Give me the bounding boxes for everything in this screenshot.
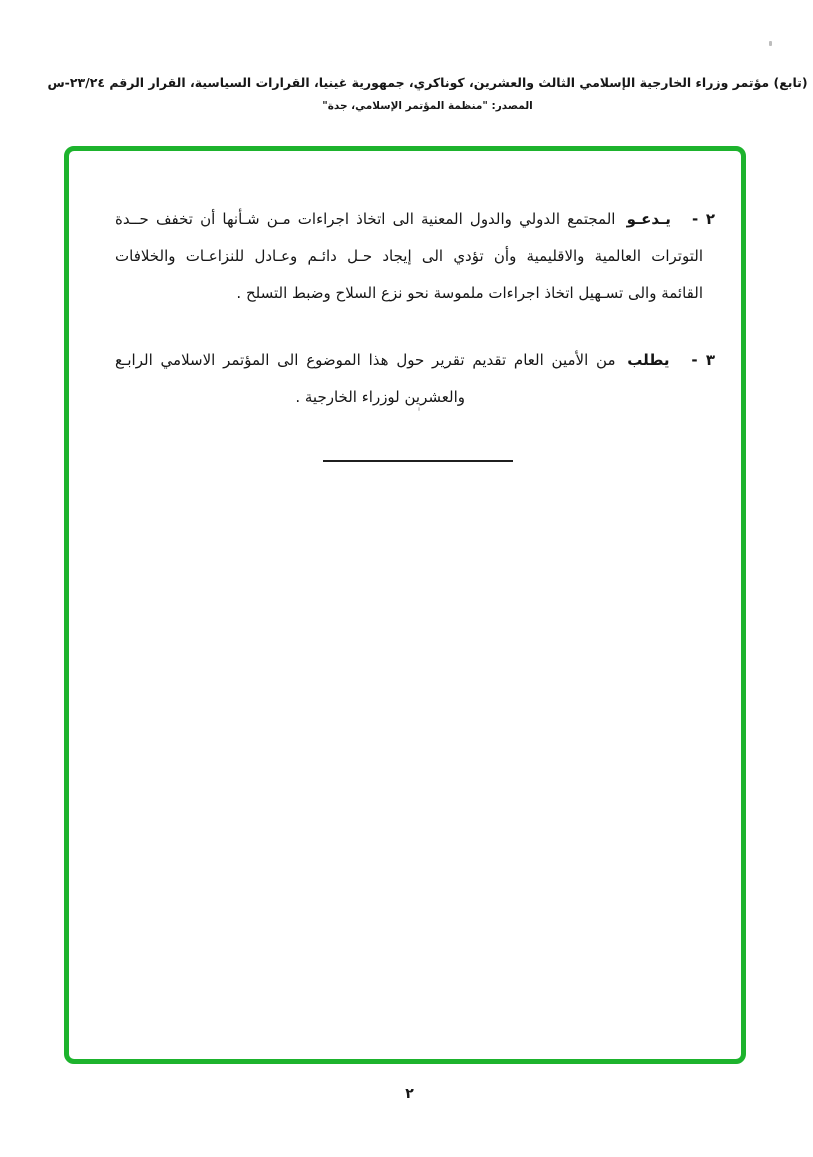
paragraph-3-line-1 bbox=[115, 342, 715, 379]
header-title-line: (تابع) مؤتمر وزراء الخارجية الإسلامي الثالث والعشرين، كوناكري، جمهورية غينيا، القرارات السياسية، القرار الرقم ٢٣/٢٤-س bbox=[47, 75, 808, 90]
item-number-3: ٣ - bbox=[691, 351, 715, 369]
paragraph-2-lead-word: يـدعـو bbox=[626, 210, 671, 228]
paragraph-2-line-2: التوترات العالمية والاقليمية وأن تؤدي الى إيجاد حـل دائـم وعـادل للنزاعـات والخلافات bbox=[115, 247, 703, 265]
header-source-line: المصدر: "منظمة المؤتمر الإسلامي، جدة" bbox=[322, 100, 533, 112]
paragraph-2-line-1 bbox=[115, 201, 715, 238]
paragraph-2-line-3: القائمة والى تسـهيل اتخاذ اجراءات ملموسة نحو نزع السلاح وضبط التسلح . bbox=[236, 284, 703, 302]
paragraph-3-lead-word: يطلب bbox=[627, 351, 670, 369]
paragraph-3 bbox=[115, 342, 715, 416]
green-border-frame bbox=[64, 146, 746, 1064]
stray-mark-icon bbox=[418, 407, 420, 411]
paragraph-2 bbox=[115, 201, 715, 312]
separator-line bbox=[323, 460, 513, 462]
paragraph-3-line-1-text: من الأمين العام تقديم تقرير حول هذا الموضوع الى المؤتمر الاسلامي الرابـع bbox=[115, 351, 616, 369]
paragraph-2-line-1-text: المجتمع الدولي والدول المعنية الى اتخاذ اجراءات مـن شـأنها أن تخفف حــدة bbox=[115, 210, 616, 228]
document-header bbox=[21, 75, 813, 112]
document-body bbox=[69, 151, 741, 462]
item-number-2: ٢ - bbox=[692, 210, 715, 228]
page-number: ٢ bbox=[405, 1086, 414, 1102]
paragraph-3-line-2: والعشرين لوزراء الخارجية . bbox=[295, 388, 465, 406]
stray-mark-icon bbox=[769, 41, 772, 46]
